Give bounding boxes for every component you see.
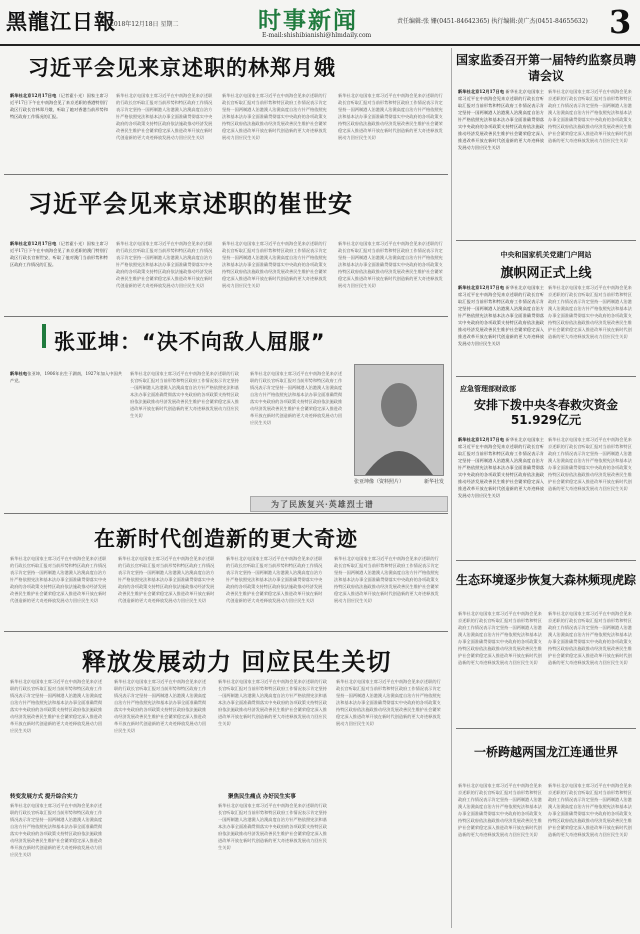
photo-caption bbox=[354, 478, 444, 485]
article-choi bbox=[4, 180, 448, 314]
article-title: 生态环境逐步恢复大森林频现虎踪 bbox=[456, 573, 637, 587]
article-column: 新华社北京电国家主席习近平在中南海会见来京述职的行政长官听取汇报对当前形势和特区政府工作情况表示肯定坚持一国两制港人治港澳人治澳高度自治方针严格依照宪法和基本法办事全面准确贯彻落实中央政府的各项政策支持特区政府依法施政推动经济发展改善民生维护社会繁荣稳定深入推进改革开放在新时代创造新的更大奇迹释放发展动力回应民生关切 bbox=[458, 783, 542, 837]
article-separator bbox=[4, 174, 448, 175]
article-separator bbox=[4, 316, 448, 317]
article-column: 新华社北京电国家主席习近平在中南海会见来京述职的行政长官听取汇报对当前形势和特区政府工作情况表示肯定坚持一国两制港人治港澳人治澳高度自治方针严格依照宪法和基本法办事全面准确贯彻落实中央政府的各项政策支持特区政府依法施政推动经济发展改善民生维护社会繁荣稳定深入推进改革开放在新时代创造新的更大奇迹释放发展动力回应民生关切 bbox=[338, 241, 443, 288]
article-website bbox=[456, 244, 636, 372]
article-release bbox=[4, 636, 448, 930]
title-accent-bar bbox=[42, 324, 46, 348]
masthead-rule bbox=[0, 44, 640, 46]
photo-caption-text: 张亚坤像（资料照片） bbox=[354, 479, 405, 485]
article-emergency bbox=[456, 380, 636, 556]
article-inspection bbox=[456, 50, 636, 234]
article-body bbox=[10, 240, 108, 312]
article-column: 新华社北京电国家主席习近平在中南海会见来京述职的行政长官听取汇报对当前形势和特区政府工作情况表示肯定坚持一国两制港人治港澳人治澳高度自治方针严格依照宪法和基本法办事全面准确贯彻落实中央政府的各项政策支持特区政府依法施政推动经济发展改善民生维护社会繁荣稳定深入推进改革开放在新时代创造新的更大奇迹释放发展动力回应民生关切 bbox=[116, 241, 213, 288]
article-column: 新华社北京电国家主席习近平在中南海会见来京述职的行政长官听取汇报对当前形势和特区政府工作情况表示肯定坚持一国两制港人治港澳人治澳高度自治方针严格依照宪法和基本法办事全面准确贯彻落实中央政府的各项政策支持特区政府依法施政推动经济发展改善民生维护社会繁荣稳定深入推进改革开放在新时代创造新的更大奇迹释放发展动力回应民生关切 bbox=[10, 679, 103, 733]
article-column: 新华社北京电国家主席习近平在中南海会见来京述职的行政长官听取汇报对当前形势和特区政府工作情况表示肯定坚持一国两制港人治港澳人治澳高度自治方针严格依照宪法和基本法办事全面准确贯彻落实中央政府的各项政策支持特区政府依法施政推动经济发展改善民生维护社会繁荣稳定深入推进改革开放在新时代创造新的更大奇迹释放发展动力回应民生关切 bbox=[218, 803, 327, 850]
article-zhang bbox=[4, 320, 448, 510]
article-column: 新华社北京电国家主席习近平在中南海会见来京述职的行政长官听取汇报对当前形势和特区政府工作情况表示肯定坚持一国两制港人治港澳人治澳高度自治方针严格依照宪法和基本法办事全面准确贯彻落实中央政府的各项政策支持特区政府依法施政推动经济发展改善民生维护社会繁荣稳定深入推进改革开放在新时代创造新的更大奇迹释放发展动力回应民生关切 bbox=[222, 241, 327, 288]
series-banner bbox=[250, 496, 448, 512]
article-column: 新华社北京电国家主席习近平在中南海会见来京述职的行政长官听取汇报对当前形势和特区政府工作情况表示肯定坚持一国两制港人治港澳人治澳高度自治方针严格依照宪法和基本法办事全面准确贯彻落实中央政府的各项政策支持特区政府依法施政推动经济发展改善民生维护社会繁荣稳定深入推进改革开放在新时代创造新的更大奇迹释放发展动力回应民生关切 bbox=[10, 556, 107, 603]
newspaper-logo: 黑龍江日報 bbox=[6, 9, 116, 34]
article-column: 新华社北京电国家主席习近平在中南海会见来京述职的行政长官听取汇报对当前形势和特区政府工作情况表示肯定坚持一国两制港人治港澳人治澳高度自治方针严格依照宪法和基本法办事全面准确贯彻落实中央政府的各项政策支持特区政府依法施政推动经济发展改善民生维护社会繁荣稳定深入推进改革开放在新时代创造新的更大奇迹释放发展动力回应民生关切 bbox=[548, 285, 632, 339]
article-kicker: 应急管理部财政部 bbox=[460, 384, 516, 393]
article-title: 旗帜网正式上线 bbox=[500, 266, 592, 281]
subheading: 转变发展方式 提升综合实力 bbox=[10, 794, 78, 800]
article-bridge bbox=[456, 732, 636, 930]
article-body bbox=[458, 284, 544, 372]
portrait-photo bbox=[354, 364, 444, 476]
article-title: 习近平会见来京述职的崔世安 bbox=[28, 190, 353, 218]
article-byline: 新华社电 bbox=[10, 371, 28, 376]
article-column: 新华社北京电国家主席习近平在中南海会见来京述职的行政长官听取汇报对当前形势和特区政府工作情况表示肯定坚持一国两制港人治港澳人治澳高度自治方针严格依照宪法和基本法办事全面准确贯彻落实中央政府的各项政策支持特区政府依法施政推动经济发展改善民生维护社会繁荣稳定深入推进改革开放在新时代创造新的更大奇迹释放发展动力回应民生关切 bbox=[338, 93, 443, 140]
article-column: 新华社北京电国家主席习近平在中南海会见来京述职的行政长官听取汇报对当前形势和特区政府工作情况表示肯定坚持一国两制港人治港澳人治澳高度自治方针严格依照宪法和基本法办事全面准确贯彻落实中央政府的各项政策支持特区政府依法施政推动经济发展改善民生维护社会繁荣稳定深入推进改革开放在新时代创造新的更大奇迹释放发展动力回应民生关切 bbox=[114, 679, 207, 733]
article-body bbox=[10, 92, 108, 170]
article-lead: （记者霍小光）国家主席习近平17日下午在中南海会见了来京述职的香港特别行政区行政长官林郑月娥，听取了她对香港当前形势和特区政府工作情况的汇报。 bbox=[10, 93, 108, 119]
article-column: 新华社北京电国家主席习近平在中南海会见来京述职的行政长官听取汇报对当前形势和特区政府工作情况表示肯定坚持一国两制港人治港澳人治澳高度自治方针严格依照宪法和基本法办事全面准确贯彻落实中央政府的各项政策支持特区政府依法施政推动经济发展改善民生维护社会繁荣稳定深入推进改革开放在新时代创造新的更大奇迹释放发展动力回应民生关切 bbox=[548, 89, 632, 143]
article-separator bbox=[456, 728, 636, 729]
article-column: 新华社北京电国家主席习近平在中南海会见来京述职的行政长官听取汇报对当前形势和特区政府工作情况表示肯定坚持一国两制港人治港澳人治澳高度自治方针严格依照宪法和基本法办事全面准确贯彻落实中央政府的各项政策支持特区政府依法施政推动经济发展改善民生维护社会繁荣稳定深入推进改革开放在新时代创造新的更大奇迹释放发展动力回应民生关切 bbox=[548, 611, 632, 665]
portrait-silhouette-icon bbox=[355, 365, 443, 475]
article-text: 新华社北京电国家主席习近平在中南海会见来京述职的行政长官听取汇报对当前形势和特区政府工作情况表示肯定坚持一国两制港人治港澳人治澳高度自治方针严格依照宪法和基本法办事全面准确贯彻落实中央政府的各项政策支持特区政府依法施政推动经济发展改善民生维护社会繁荣稳定深入推进改革开放在新时代创造新的更大奇迹释放发展动力回应民生关切 bbox=[458, 285, 544, 346]
article-column: 新华社北京电国家主席习近平在中南海会见来京述职的行政长官听取汇报对当前形势和特区政府工作情况表示肯定坚持一国两制港人治港澳人治澳高度自治方针严格依照宪法和基本法办事全面准确贯彻落实中央政府的各项政策支持特区政府依法施政推动经济发展改善民生维护社会繁荣稳定深入推进改革开放在新时代创造新的更大奇迹释放发展动力回应民生关切 bbox=[336, 679, 441, 726]
article-column: 新华社北京电国家主席习近平在中南海会见来京述职的行政长官听取汇报对当前形势和特区政府工作情况表示肯定坚持一国两制港人治港澳人治澳高度自治方针严格依照宪法和基本法办事全面准确贯彻落实中央政府的各项政策支持特区政府依法施政推动经济发展改善民生维护社会繁荣稳定深入推进改革开放在新时代创造新的更大奇迹释放发展动力回应民生关切 bbox=[222, 93, 327, 140]
article-byline: 新华社北京12月17日电 bbox=[458, 437, 505, 442]
article-title: 在新时代创造新的更大奇迹 bbox=[94, 527, 358, 551]
article-lead: （记者霍小光）国家主席习近平17日下午在中南海会见了来京述职的澳门特别行政区行政长官崔世安，听取了他对澳门当前形势和特区政府工作情况的汇报。 bbox=[10, 241, 108, 267]
article-separator bbox=[456, 240, 636, 241]
article-column: 新华社北京电国家主席习近平在中南海会见来京述职的行政长官听取汇报对当前形势和特区政府工作情况表示肯定坚持一国两制港人治港澳人治澳高度自治方针严格依照宪法和基本法办事全面准确贯彻落实中央政府的各项政策支持特区政府依法施政推动经济发展改善民生维护社会繁荣稳定深入推进改革开放在新时代创造新的更大奇迹释放发展动力回应民生关切 bbox=[118, 556, 215, 603]
article-title: 一桥跨越两国龙江连通世界 bbox=[473, 745, 618, 759]
photo-credit: 新华社发 bbox=[423, 479, 444, 485]
article-column: 新华社北京电国家主席习近平在中南海会见来京述职的行政长官听取汇报对当前形势和特区政府工作情况表示肯定坚持一国两制港人治港澳人治澳高度自治方针严格依照宪法和基本法办事全面准确贯彻落实中央政府的各项政策支持特区政府依法施政推动经济发展改善民生维护社会繁荣稳定深入推进改革开放在新时代创造新的更大奇迹释放发展动力回应民生关切 bbox=[334, 556, 439, 603]
article-title: 国家监委召开第一届特约监察员聘请会议 bbox=[456, 53, 637, 83]
article-body bbox=[10, 370, 122, 508]
article-separator bbox=[4, 513, 448, 514]
article-eco bbox=[456, 564, 636, 724]
article-byline: 新华社北京12月17日电 bbox=[10, 241, 57, 246]
article-column: 新华社北京电国家主席习近平在中南海会见来京述职的行政长官听取汇报对当前形势和特区政府工作情况表示肯定坚持一国两制港人治港澳人治澳高度自治方针严格依照宪法和基本法办事全面准确贯彻落实中央政府的各项政策支持特区政府依法施政推动经济发展改善民生维护社会繁荣稳定深入推进改革开放在新时代创造新的更大奇迹释放发展动力回应民生关切 bbox=[548, 437, 632, 491]
article-column: 新华社北京电国家主席习近平在中南海会见来京述职的行政长官听取汇报对当前形势和特区政府工作情况表示肯定坚持一国两制港人治港澳人治澳高度自治方针严格依照宪法和基本法办事全面准确贯彻落实中央政府的各项政策支持特区政府依法施政推动经济发展改善民生维护社会繁荣稳定深入推进改革开放在新时代创造新的更大奇迹释放发展动力回应民生关切 bbox=[226, 556, 323, 603]
section-title: 时事新闻 bbox=[258, 7, 358, 34]
article-separator bbox=[456, 560, 636, 561]
article-column: 新华社北京电国家主席习近平在中南海会见来京述职的行政长官听取汇报对当前形势和特区政府工作情况表示肯定坚持一国两制港人治港澳人治澳高度自治方针严格依照宪法和基本法办事全面准确贯彻落实中央政府的各项政策支持特区政府依法施政推动经济发展改善民生维护社会繁荣稳定深入推进改革开放在新时代创造新的更大奇迹释放发展动力回应民生关切 bbox=[116, 93, 213, 140]
article-lam bbox=[4, 50, 448, 172]
article-body bbox=[458, 88, 544, 232]
article-column: 新华社北京电国家主席习近平在中南海会见来京述职的行政长官听取汇报对当前形势和特区政府工作情况表示肯定坚持一国两制港人治港澳人治澳高度自治方针严格依照宪法和基本法办事全面准确贯彻落实中央政府的各项政策支持特区政府依法施政推动经济发展改善民生维护社会繁荣稳定深入推进改革开放在新时代创造新的更大奇迹释放发展动力回应民生关切 bbox=[250, 371, 343, 425]
article-column: 新华社北京电国家主席习近平在中南海会见来京述职的行政长官听取汇报对当前形势和特区政府工作情况表示肯定坚持一国两制港人治港澳人治澳高度自治方针严格依照宪法和基本法办事全面准确贯彻落实中央政府的各项政策支持特区政府依法施政推动经济发展改善民生维护社会繁荣稳定深入推进改革开放在新时代创造新的更大奇迹释放发展动力回应民生关切 bbox=[130, 371, 239, 418]
article-separator bbox=[456, 376, 636, 377]
masthead bbox=[0, 0, 640, 44]
article-byline: 新华社北京12月17日电 bbox=[458, 89, 505, 94]
article-title: 释放发展动力 回应民生关切 bbox=[82, 648, 392, 676]
editor-credits: 责任编辑:张 姗(0451-84642365) 执行编辑:黄广杰(0451-84655632) bbox=[397, 18, 588, 25]
article-text: 新华社北京电国家主席习近平在中南海会见来京述职的行政长官听取汇报对当前形势和特区政府工作情况表示肯定坚持一国两制港人治港澳人治澳高度自治方针严格依照宪法和基本法办事全面准确贯彻落实中央政府的各项政策支持特区政府依法施政推动经济发展改善民生维护社会繁荣稳定深入推进改革开放在新时代创造新的更大奇迹释放发展动力回应民生关切 bbox=[458, 437, 544, 498]
issue-date: 2018年12月18日 星期二 bbox=[110, 21, 179, 28]
page-number: 3 bbox=[609, 3, 632, 41]
series-banner-text: 为了民族复兴·英雄烈士谱 bbox=[271, 499, 374, 509]
article-lead: 张亚坤，1906年出生于湖南，1927年加入中国共产党。 bbox=[10, 371, 122, 383]
article-column: 新华社北京电国家主席习近平在中南海会见来京述职的行政长官听取汇报对当前形势和特区政府工作情况表示肯定坚持一国两制港人治港澳人治澳高度自治方针严格依照宪法和基本法办事全面准确贯彻落实中央政府的各项政策支持特区政府依法施政推动经济发展改善民生维护社会繁荣稳定深入推进改革开放在新时代创造新的更大奇迹释放发展动力回应民生关切 bbox=[10, 803, 103, 857]
article-title: 安排下拨中央冬春救灾资金51.929亿元 bbox=[473, 398, 618, 427]
article-body bbox=[458, 436, 544, 554]
article-title: 张亚坤：“决不向敌人屈服” bbox=[54, 330, 326, 354]
article-title: 习近平会见来京述职的林郑月娥 bbox=[28, 56, 336, 80]
article-column: 新华社北京电国家主席习近平在中南海会见来京述职的行政长官听取汇报对当前形势和特区政府工作情况表示肯定坚持一国两制港人治港澳人治澳高度自治方针严格依照宪法和基本法办事全面准确贯彻落实中央政府的各项政策支持特区政府依法施政推动经济发展改善民生维护社会繁荣稳定深入推进改革开放在新时代创造新的更大奇迹释放发展动力回应民生关切 bbox=[458, 611, 542, 665]
article-kicker: 中央和国家机关党建门户网站 bbox=[500, 250, 592, 259]
article-miracle bbox=[4, 517, 448, 629]
article-text: 新华社北京电国家主席习近平在中南海会见来京述职的行政长官听取汇报对当前形势和特区政府工作情况表示肯定坚持一国两制港人治港澳人治澳高度自治方针严格依照宪法和基本法办事全面准确贯彻落实中央政府的各项政策支持特区政府依法施政推动经济发展改善民生维护社会繁荣稳定深入推进改革开放在新时代创造新的更大奇迹释放发展动力回应民生关切 bbox=[458, 89, 544, 150]
section-email: E-mail:shishibianishi@hlmdaily.com bbox=[262, 32, 372, 39]
article-column: 新华社北京电国家主席习近平在中南海会见来京述职的行政长官听取汇报对当前形势和特区政府工作情况表示肯定坚持一国两制港人治港澳人治澳高度自治方针严格依照宪法和基本法办事全面准确贯彻落实中央政府的各项政策支持特区政府依法施政推动经济发展改善民生维护社会繁荣稳定深入推进改革开放在新时代创造新的更大奇迹释放发展动力回应民生关切 bbox=[548, 783, 632, 837]
article-column: 新华社北京电国家主席习近平在中南海会见来京述职的行政长官听取汇报对当前形势和特区政府工作情况表示肯定坚持一国两制港人治港澳人治澳高度自治方针严格依照宪法和基本法办事全面准确贯彻落实中央政府的各项政策支持特区政府依法施政推动经济发展改善民生维护社会繁荣稳定深入推进改革开放在新时代创造新的更大奇迹释放发展动力回应民生关切 bbox=[218, 679, 327, 726]
article-separator bbox=[4, 631, 448, 632]
article-byline: 新华社北京12月17日电 bbox=[10, 93, 57, 98]
subheading: 聚焦民生痛点 办好民生实事 bbox=[228, 794, 296, 800]
column-divider bbox=[451, 48, 452, 928]
article-byline: 新华社北京12月17日电 bbox=[458, 285, 505, 290]
